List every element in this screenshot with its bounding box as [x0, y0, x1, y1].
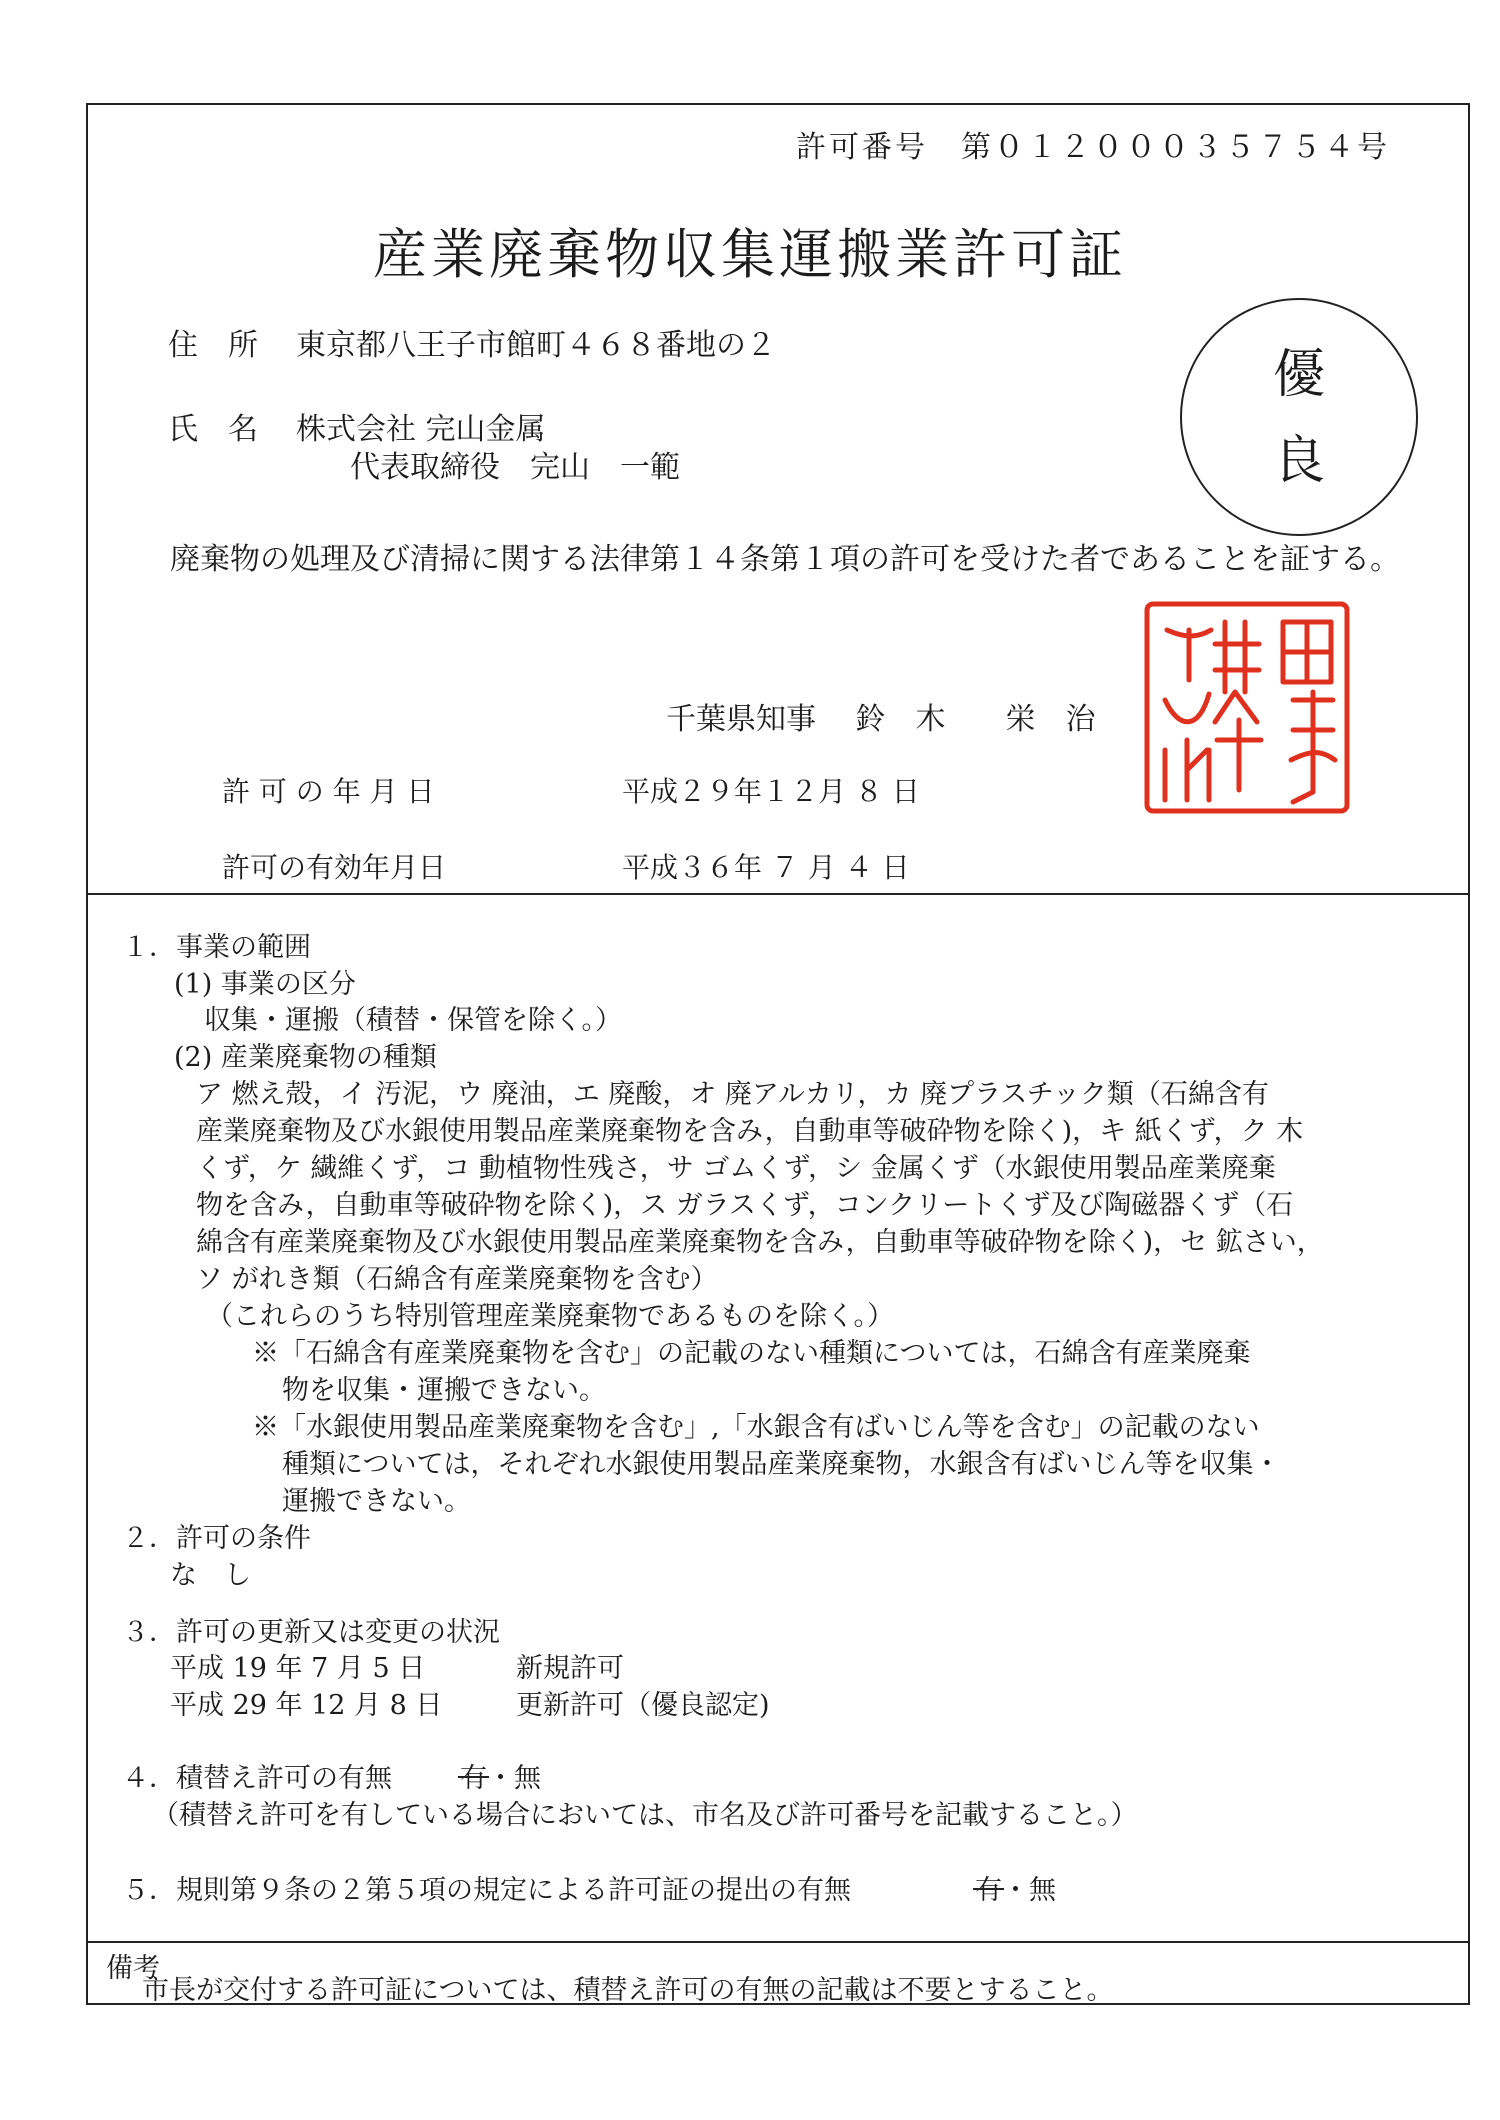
special-waste-exclusion: （これらのうち特別管理産業廃棄物であるものを除く。）	[206, 1301, 894, 1332]
address-label: 住 所	[168, 328, 258, 363]
asbestos-note-line: 物を収集・運搬できない。	[282, 1375, 606, 1406]
waste-types-line: 産業廃棄物及び水銀使用製品産業廃棄物を含み，自動車等破砕物を除く)，キ 紙くず，ク 木	[196, 1116, 1304, 1147]
section1-sub2-heading: (2) 産業廃棄物の種類	[174, 1042, 437, 1073]
section-divider-top	[86, 893, 1470, 895]
permit-number: 許可番号 第０１２０００３５７５４号	[796, 130, 1390, 165]
issuer-name: 千葉県知事 鈴 木 栄 治	[666, 702, 1096, 737]
history-date: 平成 29 年 12 月 8 日	[170, 1690, 443, 1721]
history-status: 更新許可（優良認定)	[516, 1690, 770, 1721]
waste-types-line: ア 燃え殻，イ 汚泥，ウ 廃油，エ 廃酸，オ 廃アルカリ，カ 廃プラスチック類（石綿含有	[196, 1079, 1269, 1110]
section3-heading: ３．許可の更新又は変更の状況	[122, 1617, 500, 1648]
remarks-text: 市長が交付する許可証については、積替え許可の有無の記載は不要とすること。	[142, 1975, 1114, 2006]
submission-yes-struck: 有	[975, 1868, 1002, 1907]
section1-sub1-text: 収集・運搬（積替・保管を除く。）	[204, 1005, 622, 1036]
section2-heading: ２．許可の条件	[122, 1523, 311, 1554]
permit-conditions-value: な し	[170, 1560, 251, 1591]
waste-types-line: くず，ケ 繊維くず，コ 動植物性残さ，サ ゴムくず，シ 金属くず（水銀使用製品産業廃棄	[196, 1153, 1276, 1184]
mercury-note-line: 運搬できない。	[282, 1486, 471, 1517]
submission-options	[975, 1868, 1056, 1907]
permit-date-value: 平成２９年１２月 ８ 日	[622, 775, 920, 808]
company-name: 株式会社 完山金属	[296, 412, 546, 447]
waste-types-line: ソ がれき類（石綿含有産業廃棄物を含む）	[196, 1264, 718, 1295]
option-separator: ・	[1002, 1875, 1029, 1906]
expiry-date-value: 平成３６年 ７ 月 ４ 日	[622, 851, 910, 884]
waste-types-line: 綿含有産業廃棄物及び水銀使用製品産業廃棄物を含み，自動車等破砕物を除く)，セ 鉱さい，	[196, 1227, 1324, 1258]
excellent-char-1: 優	[1272, 345, 1325, 405]
history-date: 平成 19 年 7 月 5 日	[170, 1653, 426, 1684]
representative-name: 代表取締役 完山 一範	[350, 450, 680, 485]
excellent-certification-mark	[1180, 298, 1418, 536]
remarks-heading: 備考	[106, 1953, 160, 1984]
permit-date-label: 許 可 の 年 月 日	[222, 775, 435, 808]
expiry-date-label: 許可の有効年月日	[222, 851, 447, 884]
address-value: 東京都八王子市館町４６８番地の２	[296, 328, 776, 363]
certification-statement: 廃棄物の処理及び清掃に関する法律第１４条第１項の許可を受けた者であることを証する。	[170, 542, 1400, 577]
section1-heading: １．事業の範囲	[122, 932, 311, 963]
mercury-note-line: ※「水銀使用製品産業廃棄物を含む」,「水銀含有ばいじん等を含む」の記載のない	[252, 1412, 1260, 1443]
governor-seal-stamp	[1143, 600, 1351, 815]
section5-heading: ５．規則第９条の２第５項の規定による許可証の提出の有無	[122, 1875, 851, 1906]
section4-heading: ４．積替え許可の有無	[122, 1763, 392, 1794]
section4-note: （積替え許可を有している場合においては、市名及び許可番号を記載すること。）	[152, 1800, 1138, 1831]
name-label: 氏 名	[168, 412, 258, 447]
section-divider-remarks	[86, 1941, 1470, 1943]
history-status: 新規許可	[516, 1653, 624, 1684]
excellent-char-2: 良	[1272, 431, 1325, 491]
asbestos-note-line: ※「石綿含有産業廃棄物を含む」の記載のない種類については，石綿含有産業廃棄	[252, 1338, 1251, 1369]
document-title: 産業廃棄物収集運搬業許可証	[373, 223, 1127, 286]
transshipment-no: 無	[514, 1763, 541, 1794]
option-separator: ・	[487, 1763, 514, 1794]
waste-types-line: 物を含み，自動車等破砕物を除く)，ス ガラスくず，コンクリートくず及び陶磁器くず（石	[196, 1190, 1294, 1221]
transshipment-options	[460, 1756, 541, 1795]
section1-sub1-heading: (1) 事業の区分	[174, 969, 356, 1000]
transshipment-yes-struck: 有	[460, 1756, 487, 1795]
submission-no: 無	[1029, 1875, 1056, 1906]
mercury-note-line: 種類については，それぞれ水銀使用製品産業廃棄物，水銀含有ばいじん等を収集・	[282, 1449, 1281, 1480]
